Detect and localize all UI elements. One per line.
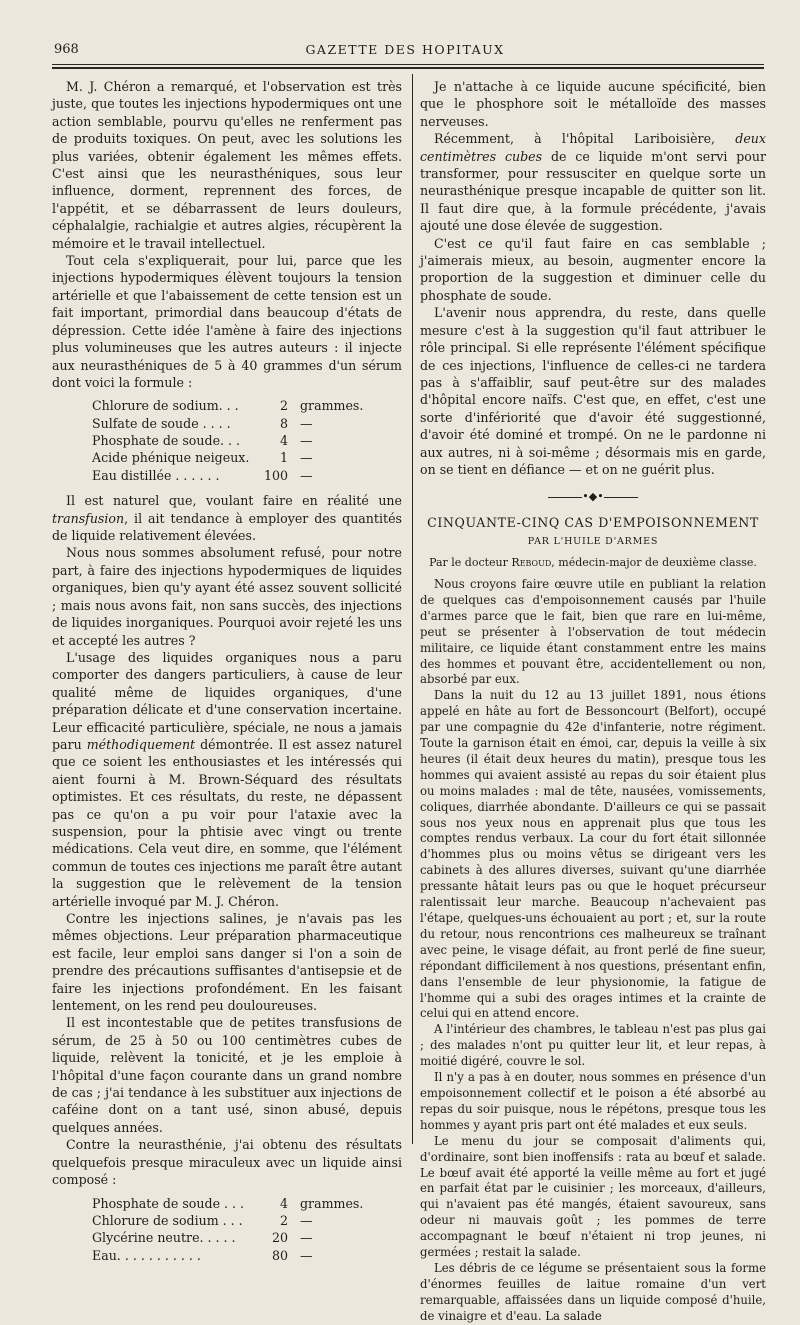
section-ornament: •◆•: [420, 488, 766, 505]
page-number: 968: [54, 42, 79, 57]
article-author: Par le docteur Reboud, médecin-major de deuxième classe.: [429, 555, 757, 569]
formula-row: Chlorure de sodium . . . 2 —: [92, 1212, 313, 1228]
formula-serum: [92, 397, 402, 484]
formula-row: Phosphate de soude. . . 4 —: [92, 433, 313, 449]
formula-row: Sulfate de soude . . . . 8 —: [92, 415, 313, 431]
formula-neurasthenia: [92, 1195, 402, 1265]
paragraph: Contre les injections salines, je n'avais pas les mêmes objections. Leur préparation pharmaceutique est facile, leur emploi sans danger si l'on a soin de prendre des précautions suffisantes d'antisepsie et de faire les injections profondément. En les faisant lentement, on les rend peu douloureuses.: [52, 911, 402, 1014]
left-column: [52, 78, 402, 1272]
paragraph: A l'intérieur des chambres, le tableau n'est pas plus gai ; des malades n'ont pu quitter leur lit, et leur repas, à moitié digéré, couvre le sol.: [420, 1022, 766, 1069]
paragraph: Je n'attache à ce liquide aucune spécificité, bien que le phosphore soit le métalloïde des masses nerveuses.: [420, 79, 766, 129]
formula-row: Phosphate de soude . . . 4 grammes.: [92, 1195, 364, 1211]
header-rule-thick: [52, 67, 764, 69]
journal-title: GAZETTE DES HOPITAUX: [305, 42, 505, 57]
column-divider: [412, 74, 413, 1144]
formula-row: Chlorure de sodium. . . 2 grammes.: [92, 398, 364, 414]
paragraph: Les débris de ce légume se présentaient sous la forme d'énormes feuilles de laitue romaine d'un vert remarquable, affaissées dans un liquide composé d'huile, de vinaigre et d'eau. La salade: [420, 1260, 766, 1323]
paragraph: Tout cela s'expliquerait, pour lui, parce que les injections hypodermiques élèvent toujours la tension artérielle et que l'abaissement de cette tension est un fait important, primordial dans beaucoup d'états de dépression. Cette idée l'amène à faire des injections plus volumineuses que les autres auteurs : il injecte aux neurasthéniques de 5 à 40 grammes d'un sérum dont voici la formule :: [52, 253, 402, 390]
page-header: [46, 42, 764, 62]
paragraph: Le menu du jour se composait d'aliments qui, d'ordinaire, sont bien inoffensifs : rata au bœuf et salade. Le bœuf avait été apporté la veille même au fort et jugé en parfait état par le cuisinier ; les morceaux, d'ailleurs, qui n'avaient pas été mangés, étaient savoureux, sans odeur ni mauvais goût ; les pommes de terre accompagnant le bœuf n'étaient ni trop jeunes, ni germées ; restait la salade.: [420, 1133, 766, 1260]
article-title: CINQUANTE-CINQ CAS D'EMPOISONNEMENT: [427, 514, 759, 530]
paragraph: Il est incontestable que de petites transfusions de sérum, de 25 à 50 ou 100 centimètres cubes de liquide, relèvent la tonicité, et je les emploie à l'hôpital d'une façon courante dans un grand nombre de cas ; j'ai tendance à les substituer aux injections de caféine dont on a tant usé, sinon abusé, depuis quelques années.: [52, 1015, 402, 1135]
paragraph: Il n'y a pas à en douter, nous sommes en présence d'un empoisonnement collectif et le poison a été absorbé au repas du soir puisque, nous le répétons, presque tous les hommes y ayant pris part ont été malades et eux seuls.: [420, 1070, 766, 1132]
formula-row: Acide phénique neigeux. 1 —: [92, 450, 313, 466]
paragraph: C'est ce qu'il faut faire en cas semblable ; j'aimerais mieux, au besoin, augmenter encore la proportion de la suggestion et diminuer celle du phosphate de soude.: [420, 235, 766, 303]
paragraph: L'avenir nous apprendra, du reste, dans quelle mesure c'est à la suggestion qu'il faut attribuer le rôle principal. Si elle représente l'élément spécifique de ces injections, l'influence de celles-ci ne tardera pas à s'affaiblir, sauf peut-être sur des malades d'hôpital encore naïfs. C'est que, en effet, c'est une sorte d'infériorité que d'avoir été suggestionné, d'avoir été dominé et trompé. On ne le pardonne ni aux autres, ni à soi-même ; désormais mis en garde, on se tient en défiance — et on ne guérit plus.: [420, 305, 766, 477]
right-column: [420, 78, 766, 1325]
paragraph: Récemment, à l'hôpital Lariboisière, deux centimètres cubes de ce liquide m'ont servi pour transformer, pour ressusciter en quelque sorte un neurasthénique presque incapable de quitter son lit. Il faut dire que, à la formule précédente, j'avais ajouté une dose élevée de suggestion.: [420, 131, 766, 234]
emphasis: deux centimètres cubes: [420, 131, 766, 164]
paragraph: Contre la neurasthénie, j'ai obtenu des résultats quelquefois presque miraculeux avec un liquide ainsi composé :: [52, 1137, 402, 1188]
article-body: [420, 577, 766, 1325]
paragraph: Nous nous sommes absolument refusé, pour notre part, à faire des injections hypodermiques de liquides organiques, bien qu'y ayant été assez souvent sollicité ; mais nous avons fait, non sans succès, des injections de liquides inorganiques. Pourquoi avoir rejeté les uns et accepté les autres ?: [52, 545, 402, 648]
article-subtitle: PAR L'HUILE D'ARMES: [527, 536, 659, 548]
paragraph: Nous croyons faire œuvre utile en publiant la relation de quelques cas d'empoisonnement causés par l'huile d'armes parce que le fait, bien que rare en lui-même, peut se présenter à l'observation de tout médecin militaire, ce liquide étant constamment entre les mains des hommes et pouvant être, accidentellement ou non, absorbé par eux.: [420, 576, 766, 687]
author-name: Reboud: [511, 555, 552, 569]
formula-row: Eau distillée . . . . . . 100 —: [92, 467, 313, 483]
paragraph: M. J. Chéron a remarqué, et l'observation est très juste, que toutes les injections hypodermiques ont une action semblable, pourvu qu'elles ne renferment pas de produits toxiques. On peut, avec les solutions les plus variées, obtenir également les mêmes effets. C'est ainsi que les neurasthéniques, sous leur influence, dorment, reprennent des forces, de l'appétit, et se débarrassent de leurs douleurs, céphalalgie, rachialgie et autres algies, récupèrent la mémoire et le travail intellectuel.: [52, 79, 402, 251]
paragraph: Il est naturel que, voulant faire en réalité une transfusion, il ait tendance à employer des quantités de liquide relativement élevées.: [52, 493, 402, 544]
emphasis: transfusion: [52, 510, 125, 526]
formula-row: Glycérine neutre. . . . . 20 —: [92, 1230, 313, 1246]
header-rule: [52, 64, 764, 65]
formula-row: Eau. . . . . . . . . . . 80 —: [92, 1247, 313, 1263]
paragraph: L'usage des liquides organiques nous a paru comporter des dangers particuliers, à cause de leur qualité même de liquides organiques, d'une préparation délicate et d'une conservation incertaine. Leur efficacité particulière, spéciale, ne nous a jamais paru méthodiquement démontrée. Il est assez naturel que ce soient les enthousiastes et les intéressés qui aient fourni à M. Brown-Séquard des résultats optimistes. Et ces résultats, du reste, ne dépassent pas ce qu'on a pu voir pour l'ataxie avec la suspension, pour la phtisie avec vingt ou trente médications. Cela veut dire, en somme, que l'élément commun de toutes ces injections me paraît être autant la suggestion que le relèvement de la tension artérielle invoqué par M. J. Chéron.: [52, 649, 402, 909]
paragraph: Dans la nuit du 12 au 13 juillet 1891, nous étions appelé en hâte au fort de Bessoncourt (Belfort), occupé par une compagnie du 42e d'infanterie, notre régiment. Toute la garnison était en émoi, car, depuis la veille à six heures (il était deux heures du matin), presque tous les hommes qui avaient assisté au repas du soir étaient plus ou moins malades : mal de tête, nausées, vomissements, coliques, diarrhée abondante. D'ailleurs ce qui se passait sous nos yeux nous en apprenait plus que tous les comptes rendus verbaux. La cour du fort était sillonnée d'hommes plus ou moins vêtus se dirigeant vers les cabinets à des allures diverses, suivant qu'une diarrhée pressante hâtait leurs pas ou que le hoquet précurseur ralentissait leur marche. Beaucoup n'achevaient pas l'étape, quelques-uns échouaient au port ; et, sur la route du retour, nous rencontrions ces malheureux se traînant avec peine, le visage défait, au front perlé de fine sueur, répondant difficilement à nos questions, présentant enfin, dans l'ensemble de leur physionomie, la fatigue de l'homme qui a subi des orages intimes et la crainte de celui qui en attend encore.: [420, 688, 766, 1021]
emphasis: méthodiquement: [86, 736, 196, 752]
